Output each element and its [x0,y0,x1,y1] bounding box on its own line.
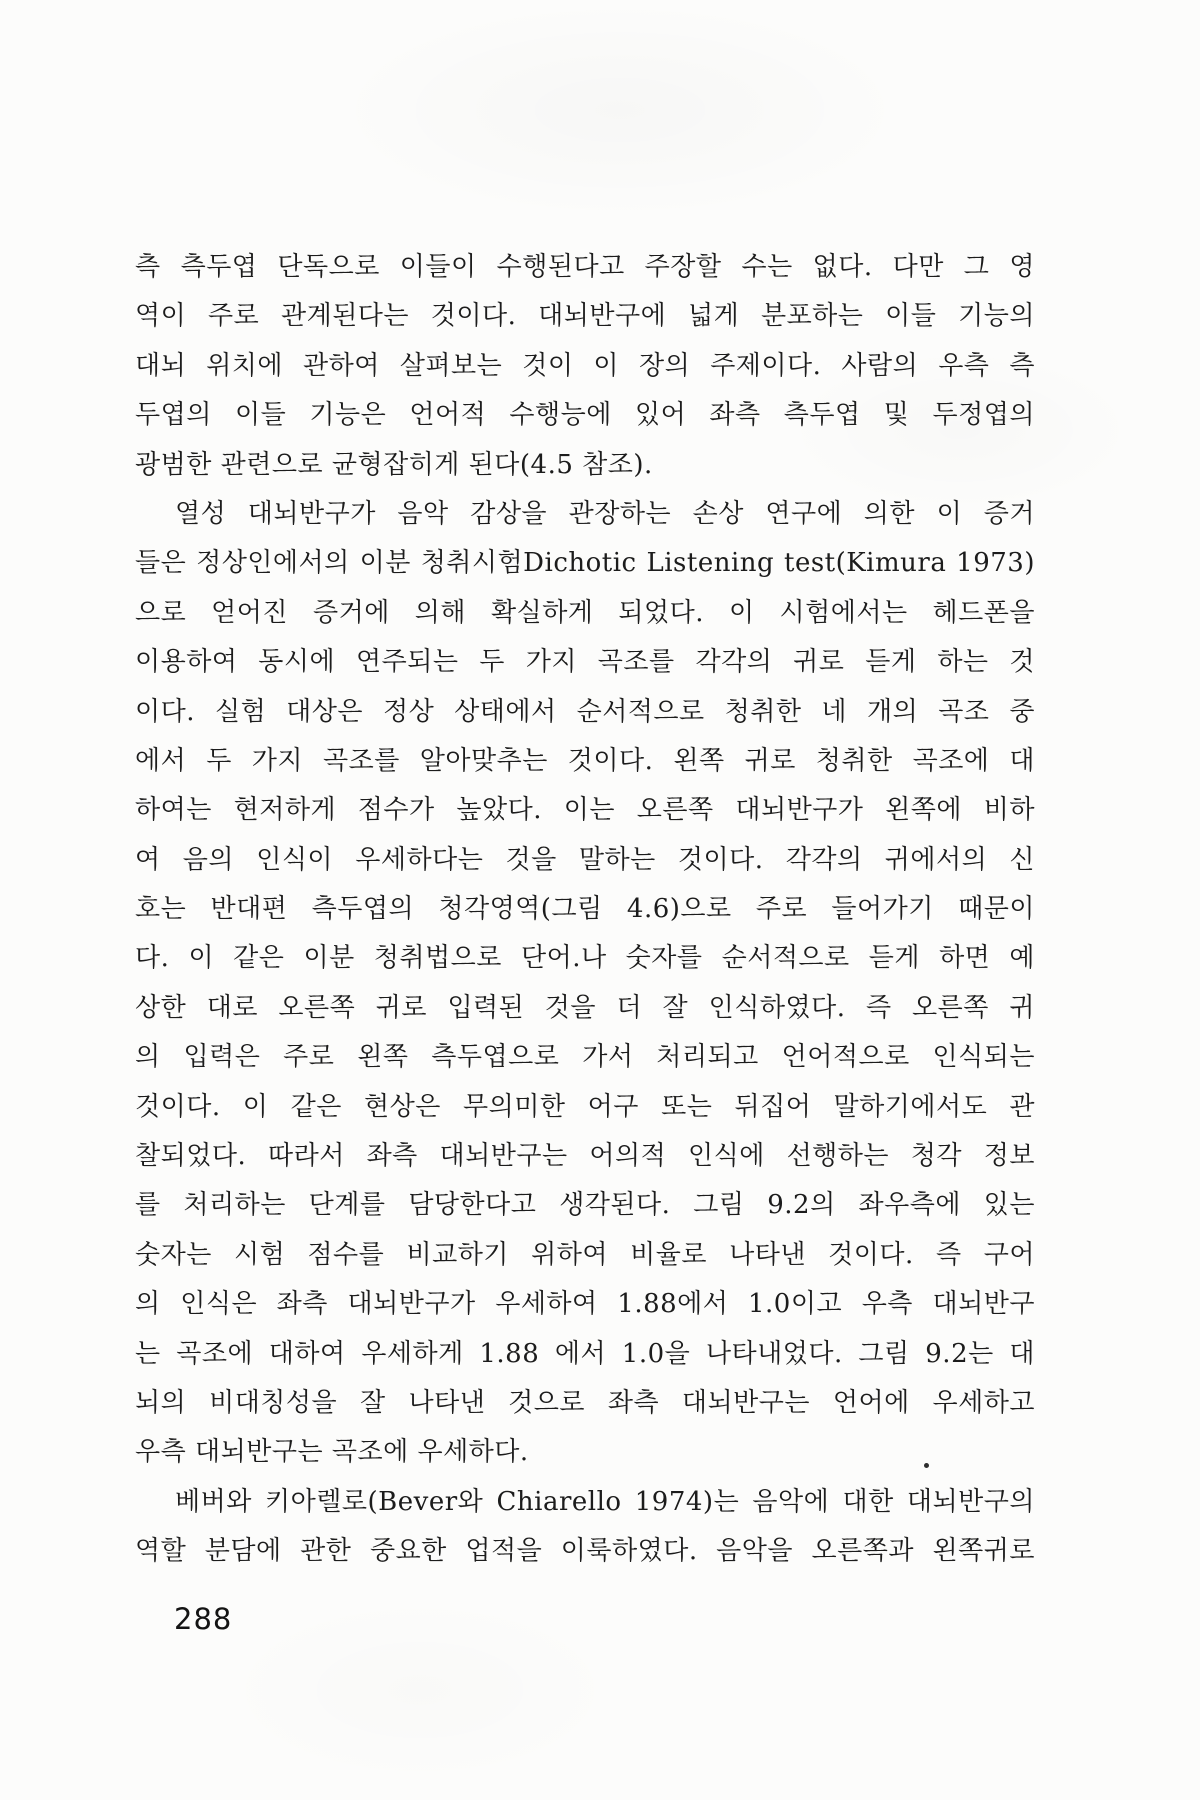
text-line: 하여는 현저하게 점수가 높았다. 이는 오른쪽 대뇌반구가 왼쪽에 비하 [135,795,1035,826]
text-line: 에서 두 가지 곡조를 알아맞추는 것이다. 왼쪽 귀로 청취한 곡조에 대 [135,745,1035,776]
text-line: 숫자는 시험 점수를 비교하기 위하여 비율로 나타낸 것이다. 즉 구어 [135,1239,1035,1270]
text-line: 다. 이 같은 이분 청취법으로 단어.나 숫자를 순서적으로 듣게 하면 예 [135,943,1035,974]
text-line: 것이다. 이 같은 현상은 무의미한 어구 또는 뒤집어 말하기에서도 관 [135,1091,1035,1122]
text-line: 상한 대로 오른쪽 귀로 입력된 것을 더 잘 인식하였다. 즉 오른쪽 귀 [135,992,1035,1023]
text-line: 역이 주로 관계된다는 것이다. 대뇌반구에 넓게 분포하는 이들 기능의 [135,301,1035,332]
text-line: 를 처리하는 단계를 담당한다고 생각된다. 그림 9.2의 좌우측에 있는 [135,1190,1035,1221]
text-line: 찰되었다. 따라서 좌측 대뇌반구는 어의적 인식에 선행하는 청각 정보 [135,1141,1035,1172]
text-line: 이용하여 동시에 연주되는 두 가지 곡조를 각각의 귀로 듣게 하는 것 [135,647,1035,678]
text-line: 여 음의 인식이 우세하다는 것을 말하는 것이다. 각각의 귀에서의 신 [135,844,1035,875]
scan-artifact-dot [924,1463,929,1468]
text-line: 이다. 실험 대상은 정상 상태에서 순서적으로 청취한 네 개의 곡조 중 [135,696,1035,727]
text-line: 의 입력은 주로 왼쪽 측두엽으로 가서 처리되고 언어적으로 인식되는 [135,1042,1035,1073]
text-line: 들은 정상인에서의 이분 청취시험Dichotic Listening test(Kimura 1973) [135,548,1035,579]
body-text [135,243,1035,1577]
text-line: 열성 대뇌반구가 음악 감상을 관장하는 손상 연구에 의한 이 증거 [175,498,1035,529]
text-line: 뇌의 비대칭성을 잘 나타낸 것으로 좌측 대뇌반구는 언어에 우세하고 [135,1387,1035,1418]
text-line: 호는 반대편 측두엽의 청각영역(그림 4.6)으로 주로 들어가기 때문이 [135,894,1035,925]
page-number: 288 [174,1602,233,1636]
text-line: 우측 대뇌반구는 곡조에 우세하다. [135,1437,529,1468]
text-line: 대뇌 위치에 관하여 살펴보는 것이 이 장의 주제이다. 사람의 우측 측 [135,350,1035,381]
text-line: 는 곡조에 대하여 우세하게 1.88 에서 1.0을 나타내었다. 그림 9.2는 대 [135,1338,1035,1369]
text-line: 으로 얻어진 증거에 의해 확실하게 되었다. 이 시험에서는 헤드폰을 [135,597,1035,628]
text-line: 베버와 키아렐로(Bever와 Chiarello 1974)는 음악에 대한 대뇌반구의 [175,1486,1035,1517]
text-line: 광범한 관련으로 균형잡히게 된다(4.5 참조). [135,449,653,480]
text-line: 의 인식은 좌측 대뇌반구가 우세하여 1.88에서 1.0이고 우측 대뇌반구 [135,1289,1035,1320]
text-line: 역할 분담에 관한 중요한 업적을 이룩하였다. 음악을 오른쪽과 왼쪽귀로 [135,1536,1035,1567]
text-line: 두엽의 이들 기능은 언어적 수행능에 있어 좌측 측두엽 및 두정엽의 [135,400,1035,431]
text-line: 측 측두엽 단독으로 이들이 수행된다고 주장할 수는 없다. 다만 그 영 [135,252,1035,282]
